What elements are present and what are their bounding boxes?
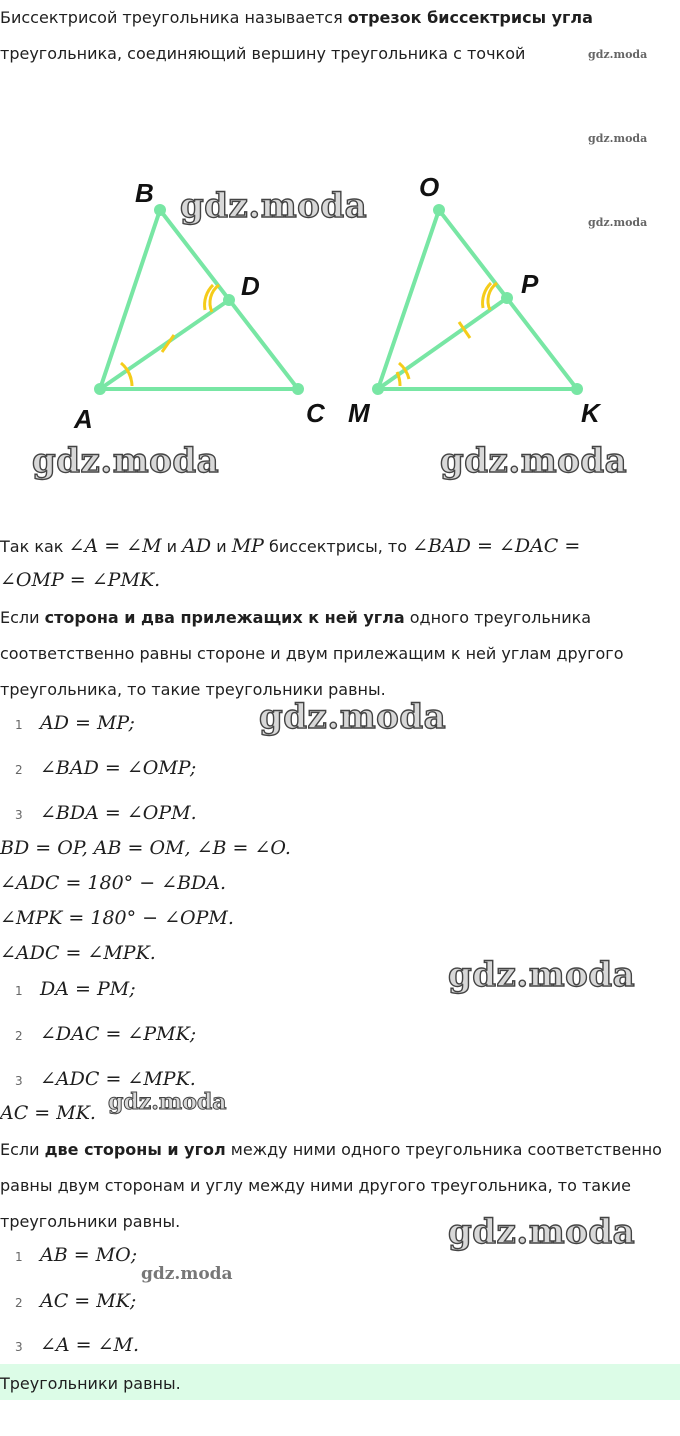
triangle-abc — [94, 204, 304, 395]
criterion1-line-2: соответственно равны стороне и двум прилежащим к ней углам другого — [0, 644, 624, 663]
list-item: AB = MO; — [40, 1244, 138, 1266]
label-a: A — [74, 404, 93, 434]
vertex-d — [223, 294, 235, 306]
vertex-m — [372, 383, 384, 395]
label-b: B — [135, 178, 154, 208]
label-k: K — [581, 398, 600, 428]
watermark: gdz.moda — [588, 216, 648, 229]
vertex-o — [433, 204, 445, 216]
watermark: gdz.moda — [588, 48, 648, 61]
list-item: ∠BDA = ∠OPM. — [40, 802, 197, 824]
equation: BD = OP, AB = OM, ∠B = ∠O. — [0, 837, 291, 859]
equation: ∠MPK = 180° − ∠OPM. — [0, 907, 234, 929]
criterion1-line-3: треугольника, то такие треугольники равны. — [0, 680, 386, 699]
label-o: O — [419, 172, 440, 202]
label-p: P — [521, 269, 539, 299]
list-item-number: 2 — [15, 1029, 23, 1043]
conclusion-box — [0, 1364, 680, 1400]
reasoning-line-1: Так как ∠A = ∠M и AD и MP биссектрисы, то ∠BAD = ∠DAC = — [0, 535, 581, 557]
watermark: gdz.moda — [588, 132, 648, 145]
watermark: gdz.moda — [108, 1089, 227, 1115]
list-item: DA = PM; — [40, 978, 136, 1000]
label-m: M — [348, 398, 370, 428]
list-item: ∠A = ∠M. — [40, 1334, 140, 1356]
criterion2-line-3: треугольники равны. — [0, 1212, 181, 1231]
angle-arc — [129, 373, 132, 386]
list-item: AD = MP; — [40, 712, 135, 734]
reasoning-line-2: ∠OMP = ∠PMK. — [0, 569, 161, 591]
list-item-number: 1 — [15, 984, 23, 998]
conclusion-text: Треугольники равны. — [0, 1374, 181, 1393]
criterion1-line-1: Если сторона и два прилежащих к ней угла одного треугольника — [0, 608, 592, 627]
intro-bold: отрезок биссектрисы угла — [347, 8, 593, 27]
intro-line-1: Биссектрисой треугольника называется отрезок биссектрисы угла — [0, 8, 593, 27]
intro-line-2: треугольника, соединяющий вершину треугольника с точкой — [0, 44, 526, 63]
bisector-ad — [100, 300, 229, 389]
vertex-k — [571, 383, 583, 395]
equation: ∠ADC = ∠MPK. — [0, 942, 156, 964]
label-d: D — [241, 271, 260, 301]
list-item: ∠ADC = ∠MPK. — [40, 1068, 196, 1090]
list-item-number: 1 — [15, 718, 23, 732]
triangle-mok — [372, 204, 583, 395]
equation: ∠ADC = 180° − ∠BDA. — [0, 872, 227, 894]
list-item-number: 3 — [15, 1074, 23, 1088]
watermark: gdz.moda — [32, 441, 220, 481]
vertex-p — [501, 292, 513, 304]
watermark: gdz.moda — [448, 955, 636, 995]
label-c: C — [306, 398, 325, 428]
watermark: gdz.moda — [259, 697, 447, 737]
vertex-c — [292, 383, 304, 395]
list-item-number: 1 — [15, 1250, 23, 1264]
watermark: gdz.moda — [141, 1264, 233, 1284]
watermark: gdz.moda — [440, 441, 628, 481]
list-item: ∠DAC = ∠PMK; — [40, 1023, 197, 1045]
triangle-abc-sides — [100, 210, 298, 389]
list-item-number: 2 — [15, 763, 23, 777]
equation-ac: AC = MK. — [0, 1102, 96, 1124]
watermark: gdz.moda — [180, 186, 368, 226]
criterion2-line-2: равны двум сторонам и углу между ними другого треугольника, то такие — [0, 1176, 631, 1195]
vertex-b — [154, 204, 166, 216]
criterion2-line-1: Если две стороны и угол между ними одного треугольника соответственно — [0, 1140, 662, 1159]
watermark: gdz.moda — [448, 1212, 636, 1252]
list-item: AC = MK; — [40, 1290, 137, 1312]
list-item: ∠BAD = ∠OMP; — [40, 757, 197, 779]
list-item-number: 3 — [15, 808, 23, 822]
list-item-number: 2 — [15, 1296, 23, 1310]
vertex-a — [94, 383, 106, 395]
list-item-number: 3 — [15, 1340, 23, 1354]
triangle-mok-sides — [378, 210, 577, 389]
